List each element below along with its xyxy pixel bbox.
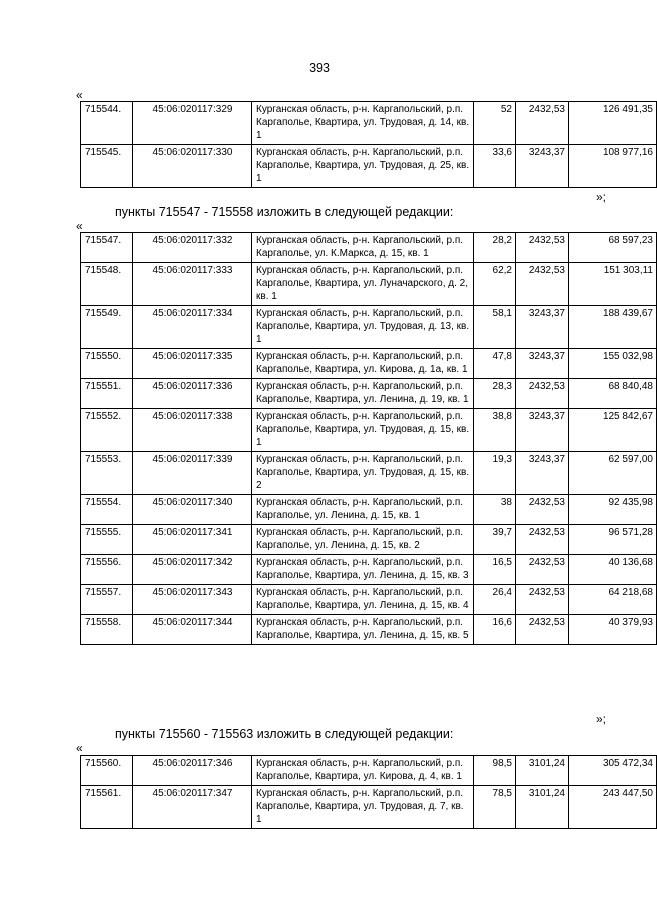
address-cell: Курганская область, р-н. Каргапольский, р.п. Каргаполье, Квартира, ул. Кирова, д. 4, кв. 1 xyxy=(252,756,474,786)
cadastral-number-cell: 45:06:020117:341 xyxy=(133,525,252,555)
table-row xyxy=(81,756,657,786)
address-cell: Курганская область, р-н. Каргапольский, р.п. Каргаполье, Квартира, ул. Трудовая, д. 7, кв. 1 xyxy=(252,786,474,829)
cadastral-number-cell: 45:06:020117:336 xyxy=(133,379,252,409)
price-per-sqm-cell: 2432,53 xyxy=(516,495,569,525)
row-number-cell: 715549. xyxy=(81,306,133,349)
table-row xyxy=(81,102,657,145)
address-cell: Курганская область, р-н. Каргапольский, р.п. Каргаполье, Квартира, ул. Луначарского, д. 2, кв. 1 xyxy=(252,263,474,306)
table-row xyxy=(81,525,657,555)
price-per-sqm-cell: 2432,53 xyxy=(516,585,569,615)
open-quote: « xyxy=(76,219,83,233)
cadastral-value-cell: 126 491,35 xyxy=(569,102,657,145)
cadastral-number-cell: 45:06:020117:340 xyxy=(133,495,252,525)
price-per-sqm-cell: 2432,53 xyxy=(516,555,569,585)
address-cell: Курганская область, р-н. Каргапольский, р.п. Каргаполье, Квартира, ул. Ленина, д. 15, кв. 4 xyxy=(252,585,474,615)
price-per-sqm-cell: 2432,53 xyxy=(516,615,569,645)
row-number-cell: 715548. xyxy=(81,263,133,306)
cadastral-number-cell: 45:06:020117:334 xyxy=(133,306,252,349)
price-per-sqm-cell: 3243,37 xyxy=(516,145,569,188)
row-number-cell: 715551. xyxy=(81,379,133,409)
area-cell: 39,7 xyxy=(474,525,516,555)
area-cell: 28,2 xyxy=(474,233,516,263)
table-row xyxy=(81,409,657,452)
cadastral-value-cell: 125 842,67 xyxy=(569,409,657,452)
register-table-1 xyxy=(80,101,657,188)
cadastral-number-cell: 45:06:020117:332 xyxy=(133,233,252,263)
area-cell: 52 xyxy=(474,102,516,145)
cadastral-number-cell: 45:06:020117:339 xyxy=(133,452,252,495)
price-per-sqm-cell: 3243,37 xyxy=(516,409,569,452)
cadastral-value-cell: 68 597,23 xyxy=(569,233,657,263)
instruction-text: пункты 715560 - 715563 изложить в следующей редакции: xyxy=(115,727,454,741)
table-row xyxy=(81,145,657,188)
cadastral-number-cell: 45:06:020117:347 xyxy=(133,786,252,829)
price-per-sqm-cell: 3243,37 xyxy=(516,452,569,495)
table-row xyxy=(81,615,657,645)
area-cell: 38,8 xyxy=(474,409,516,452)
row-number-cell: 715555. xyxy=(81,525,133,555)
close-quote: »; xyxy=(596,190,607,204)
row-number-cell: 715554. xyxy=(81,495,133,525)
cadastral-value-cell: 68 840,48 xyxy=(569,379,657,409)
cadastral-value-cell: 243 447,50 xyxy=(569,786,657,829)
table-row xyxy=(81,786,657,829)
cadastral-value-cell: 108 977,16 xyxy=(569,145,657,188)
address-cell: Курганская область, р-н. Каргапольский, р.п. Каргаполье, ул. Ленина, д. 15, кв. 2 xyxy=(252,525,474,555)
cadastral-value-cell: 92 435,98 xyxy=(569,495,657,525)
cadastral-number-cell: 45:06:020117:335 xyxy=(133,349,252,379)
cadastral-number-cell: 45:06:020117:342 xyxy=(133,555,252,585)
price-per-sqm-cell: 2432,53 xyxy=(516,379,569,409)
address-cell: Курганская область, р-н. Каргапольский, р.п. Каргаполье, Квартира, ул. Трудовая, д. 15, кв. 1 xyxy=(252,409,474,452)
area-cell: 16,5 xyxy=(474,555,516,585)
table-row xyxy=(81,233,657,263)
register-table-3 xyxy=(80,755,657,829)
row-number-cell: 715560. xyxy=(81,756,133,786)
open-quote: « xyxy=(76,741,83,755)
table-row xyxy=(81,585,657,615)
open-quote: « xyxy=(76,88,83,102)
table-row xyxy=(81,452,657,495)
price-per-sqm-cell: 2432,53 xyxy=(516,102,569,145)
address-cell: Курганская область, р-н. Каргапольский, р.п. Каргаполье, Квартира, ул. Кирова, д. 1а, кв. 1 xyxy=(252,349,474,379)
price-per-sqm-cell: 3243,37 xyxy=(516,306,569,349)
register-table-2 xyxy=(80,232,657,645)
area-cell: 78,5 xyxy=(474,786,516,829)
cadastral-value-cell: 64 218,68 xyxy=(569,585,657,615)
address-cell: Курганская область, р-н. Каргапольский, р.п. Каргаполье, Квартира, ул. Ленина, д. 15, кв. 3 xyxy=(252,555,474,585)
close-quote: »; xyxy=(596,712,607,726)
address-cell: Курганская область, р-н. Каргапольский, р.п. Каргаполье, Квартира, ул. Трудовая, д. 13, кв. 1 xyxy=(252,306,474,349)
price-per-sqm-cell: 3243,37 xyxy=(516,349,569,379)
address-cell: Курганская область, р-н. Каргапольский, р.п. Каргаполье, Квартира, ул. Ленина, д. 19, кв. 1 xyxy=(252,379,474,409)
row-number-cell: 715561. xyxy=(81,786,133,829)
price-per-sqm-cell: 3101,24 xyxy=(516,786,569,829)
cadastral-number-cell: 45:06:020117:330 xyxy=(133,145,252,188)
area-cell: 62,2 xyxy=(474,263,516,306)
cadastral-value-cell: 62 597,00 xyxy=(569,452,657,495)
price-per-sqm-cell: 3101,24 xyxy=(516,756,569,786)
cadastral-value-cell: 188 439,67 xyxy=(569,306,657,349)
cadastral-number-cell: 45:06:020117:343 xyxy=(133,585,252,615)
cadastral-value-cell: 305 472,34 xyxy=(569,756,657,786)
row-number-cell: 715553. xyxy=(81,452,133,495)
cadastral-value-cell: 40 379,93 xyxy=(569,615,657,645)
row-number-cell: 715557. xyxy=(81,585,133,615)
table-row xyxy=(81,555,657,585)
cadastral-value-cell: 151 303,11 xyxy=(569,263,657,306)
cadastral-number-cell: 45:06:020117:346 xyxy=(133,756,252,786)
row-number-cell: 715558. xyxy=(81,615,133,645)
price-per-sqm-cell: 2432,53 xyxy=(516,263,569,306)
address-cell: Курганская область, р-н. Каргапольский, р.п. Каргаполье, Квартира, ул. Трудовая, д. 15, кв. 2 xyxy=(252,452,474,495)
cadastral-number-cell: 45:06:020117:344 xyxy=(133,615,252,645)
cadastral-value-cell: 40 136,68 xyxy=(569,555,657,585)
table-row xyxy=(81,379,657,409)
area-cell: 26,4 xyxy=(474,585,516,615)
table-row xyxy=(81,263,657,306)
row-number-cell: 715547. xyxy=(81,233,133,263)
area-cell: 98,5 xyxy=(474,756,516,786)
row-number-cell: 715552. xyxy=(81,409,133,452)
row-number-cell: 715545. xyxy=(81,145,133,188)
cadastral-number-cell: 45:06:020117:338 xyxy=(133,409,252,452)
area-cell: 58,1 xyxy=(474,306,516,349)
address-cell: Курганская область, р-н. Каргапольский, р.п. Каргаполье, Квартира, ул. Трудовая, д. 25, кв. 1 xyxy=(252,145,474,188)
price-per-sqm-cell: 2432,53 xyxy=(516,525,569,555)
address-cell: Курганская область, р-н. Каргапольский, р.п. Каргаполье, ул. Ленина, д. 15, кв. 1 xyxy=(252,495,474,525)
address-cell: Курганская область, р-н. Каргапольский, р.п. Каргаполье, Квартира, ул. Ленина, д. 15, кв. 5 xyxy=(252,615,474,645)
row-number-cell: 715544. xyxy=(81,102,133,145)
area-cell: 38 xyxy=(474,495,516,525)
cadastral-value-cell: 155 032,98 xyxy=(569,349,657,379)
table-row xyxy=(81,495,657,525)
area-cell: 19,3 xyxy=(474,452,516,495)
instruction-text: пункты 715547 - 715558 изложить в следующей редакции: xyxy=(115,205,454,219)
table-row xyxy=(81,349,657,379)
address-cell: Курганская область, р-н. Каргапольский, р.п. Каргаполье, Квартира, ул. Трудовая, д. 14, кв. 1 xyxy=(252,102,474,145)
page-number: 393 xyxy=(309,61,330,75)
area-cell: 47,8 xyxy=(474,349,516,379)
cadastral-value-cell: 96 571,28 xyxy=(569,525,657,555)
area-cell: 16,6 xyxy=(474,615,516,645)
address-cell: Курганская область, р-н. Каргапольский, р.п. Каргаполье, ул. К.Маркса, д. 15, кв. 1 xyxy=(252,233,474,263)
cadastral-number-cell: 45:06:020117:329 xyxy=(133,102,252,145)
area-cell: 33,6 xyxy=(474,145,516,188)
price-per-sqm-cell: 2432,53 xyxy=(516,233,569,263)
row-number-cell: 715550. xyxy=(81,349,133,379)
row-number-cell: 715556. xyxy=(81,555,133,585)
cadastral-number-cell: 45:06:020117:333 xyxy=(133,263,252,306)
table-row xyxy=(81,306,657,349)
area-cell: 28,3 xyxy=(474,379,516,409)
